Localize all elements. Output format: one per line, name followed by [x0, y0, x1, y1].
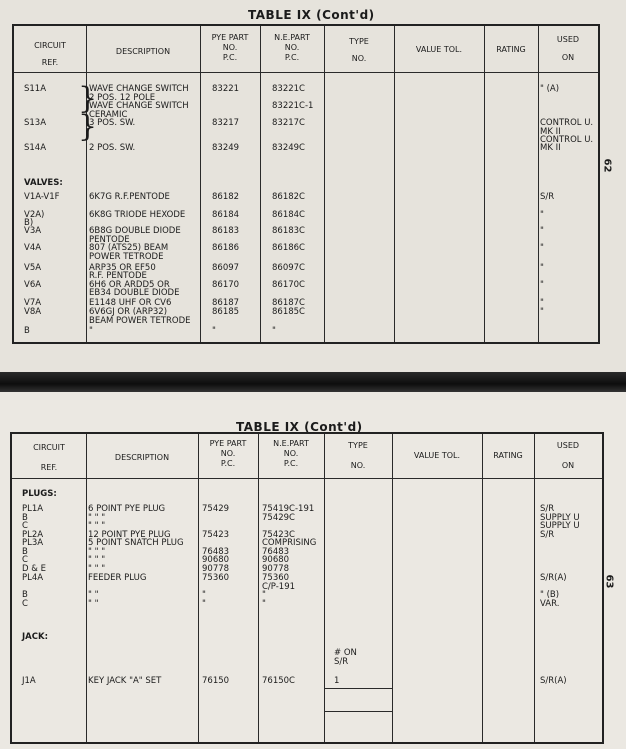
cell-ne: 83249C	[272, 143, 305, 153]
cell-pye: 83221	[212, 84, 240, 94]
cell-ne: "	[262, 590, 266, 600]
cell-used: S/R(A)	[540, 676, 567, 686]
cell-used: "	[540, 263, 544, 273]
cell-type: S/R	[334, 657, 349, 667]
cell-ne: 75423C	[262, 530, 295, 540]
cell-desc: KEY JACK "A" SET	[88, 676, 162, 686]
cell-ref: C	[22, 555, 28, 565]
type-note-box	[324, 688, 392, 712]
header-used-on: ON	[561, 461, 575, 470]
cell-pye: 90778	[202, 564, 230, 574]
header-used: USED	[556, 35, 580, 44]
header-pye-no: NO.	[220, 449, 236, 458]
cell-ne: 90680	[262, 555, 290, 565]
cell-desc: R.F. PENTODE	[89, 271, 147, 281]
table-title: TABLE IX (Cont'd)	[236, 420, 363, 434]
page-number: 62	[601, 158, 613, 173]
cell-pye: 75360	[202, 573, 230, 583]
cell-pye: 83249	[212, 143, 240, 153]
header-ne-no: NO.	[283, 449, 299, 458]
header-description: DESCRIPTION	[115, 47, 171, 56]
header-type: TYPE	[349, 37, 369, 46]
header-ne-part: N.E.PART	[274, 33, 310, 42]
cell-used: CONTROL U.	[540, 135, 594, 145]
cell-pye: 76483	[202, 547, 230, 557]
cell-ref: V1A-V1F	[24, 192, 60, 202]
header-pye-part: PYE PART	[211, 33, 249, 42]
cell-ref: B	[24, 326, 30, 336]
header-type-no: NO.	[351, 54, 367, 63]
cell-ref: V7A	[24, 298, 42, 308]
cell-ne: 75419C-191	[262, 504, 315, 514]
cell-ref: C	[22, 521, 28, 531]
page-63	[0, 392, 626, 749]
header-rating: RATING	[493, 451, 523, 460]
cell-desc: BEAM POWER TETRODE	[89, 316, 191, 326]
cell-ref: JACK:	[22, 632, 48, 642]
cell-used: MK II	[540, 143, 561, 153]
cell-ref: V5A	[24, 263, 42, 273]
cell-desc: CERAMIC	[89, 110, 128, 120]
cell-used: " (A)	[540, 84, 560, 94]
cell-pye: 76150	[202, 676, 230, 686]
cell-used: "	[540, 210, 544, 220]
page-62	[0, 0, 626, 372]
cell-pye: "	[212, 326, 216, 336]
cell-ne: 86184C	[272, 210, 305, 220]
header-pye-pc: P.C.	[220, 459, 236, 468]
cell-ne: 86182C	[272, 192, 305, 202]
cell-desc: 12 POINT PYE PLUG	[88, 530, 171, 540]
cell-pye: 86183	[212, 226, 240, 236]
cell-used: "	[540, 298, 544, 308]
cell-used: CONTROL U.	[540, 118, 594, 128]
cell-ne: 75360	[262, 573, 290, 583]
cell-ne: 90778	[262, 564, 290, 574]
cell-pye: 75423	[202, 530, 230, 540]
cell-type: 1	[334, 676, 340, 686]
cell-ne: COMPRISING	[262, 538, 317, 548]
cell-pye: 90680	[202, 555, 230, 565]
cell-ref: S13A	[24, 118, 47, 128]
cell-desc: WAVE CHANGE SWITCH	[89, 101, 189, 111]
cell-ne: 83221C	[272, 84, 305, 94]
cell-desc: " " "	[88, 564, 106, 574]
header-circuit: CIRCUIT	[33, 443, 65, 452]
cell-ne: "	[272, 326, 276, 336]
header-value-tol: VALUE TOL.	[415, 45, 463, 54]
cell-desc: 6H6 OR ARDD5 OR	[89, 280, 170, 290]
cell-ref: VALVES:	[24, 178, 63, 188]
cell-type: # ON	[334, 648, 357, 658]
header-pye-pc: P.C.	[222, 53, 238, 62]
header-pye-no: NO.	[222, 43, 238, 52]
cell-desc: "	[89, 326, 93, 336]
cell-ref: V2A)	[24, 210, 45, 220]
cell-desc: 6V6GJ OR (ARP32)	[89, 307, 168, 317]
cell-ref: PL2A	[22, 530, 44, 540]
cell-pye: 83217	[212, 118, 240, 128]
cell-ref: B	[22, 513, 28, 523]
header-ne-no: NO.	[284, 43, 300, 52]
cell-desc: " " "	[88, 513, 106, 523]
cell-ne: 83221C-1	[272, 101, 314, 111]
cell-pye: 86185	[212, 307, 240, 317]
header-circuit: CIRCUIT	[34, 41, 66, 50]
header-ne-part: N.E.PART	[273, 439, 309, 448]
cell-ref: C	[22, 599, 28, 609]
cell-pye: "	[202, 599, 206, 609]
header-rating: RATING	[496, 45, 526, 54]
cell-used: S/R(A)	[540, 573, 567, 583]
cell-ref: S11A	[24, 84, 47, 94]
cell-used: SUPPLY U	[540, 513, 580, 523]
header-ref: REF.	[41, 58, 59, 67]
cell-pye: 86097	[212, 263, 240, 273]
cell-desc: E1148 UHF OR CV6	[89, 298, 172, 308]
cell-desc: WAVE CHANGE SWITCH	[89, 84, 189, 94]
cell-ref: PL3A	[22, 538, 44, 548]
cell-desc: 6B8G DOUBLE DIODE	[89, 226, 181, 236]
header-description: DESCRIPTION	[114, 453, 170, 462]
cell-desc: 807 (ATS25) BEAM	[89, 243, 169, 253]
brace-glyph: }	[78, 81, 98, 116]
cell-ref: PL1A	[22, 504, 44, 514]
cell-pye: 86186	[212, 243, 240, 253]
header-ne-pc: P.C.	[284, 53, 300, 62]
header-used-on: ON	[561, 53, 575, 62]
cell-pye: 86187	[212, 298, 240, 308]
header-ref: REF.	[40, 463, 58, 472]
brace-glyph: }	[78, 109, 98, 144]
cell-used: S/R	[540, 504, 555, 514]
cell-desc: PENTODE	[89, 235, 130, 245]
cell-ref: V6A	[24, 280, 42, 290]
cell-ref: B	[22, 547, 28, 557]
cell-desc: 2 POS. SW.	[89, 143, 136, 153]
parts-table	[10, 432, 604, 744]
cell-ne: 86183C	[272, 226, 305, 236]
cell-used: " (B)	[540, 590, 560, 600]
header-pye-part: PYE PART	[209, 439, 247, 448]
cell-used: SUPPLY U	[540, 521, 580, 531]
cell-ref: PLUGS:	[22, 489, 57, 499]
cell-desc: " "	[88, 590, 99, 600]
cell-ref: J1A	[22, 676, 36, 686]
cell-ref: B)	[24, 218, 34, 228]
header-type: TYPE	[348, 441, 368, 450]
cell-ne: 86185C	[272, 307, 305, 317]
cell-ref: S14A	[24, 143, 47, 153]
cell-ne: 86186C	[272, 243, 305, 253]
cell-desc: ARP35 OR EF50	[89, 263, 156, 273]
cell-pye: 86184	[212, 210, 240, 220]
cell-desc: 2 POS. 12 POLE	[89, 93, 156, 103]
cell-ne: 76150C	[262, 676, 295, 686]
cell-pye: 75429	[202, 504, 230, 514]
cell-ne: 86170C	[272, 280, 305, 290]
cell-desc: 6 POINT PYE PLUG	[88, 504, 166, 514]
cell-ne: 86187C	[272, 298, 305, 308]
page-number: 63	[603, 574, 615, 589]
cell-desc: 6K8G TRIODE HEXODE	[89, 210, 186, 220]
cell-pye: 86182	[212, 192, 240, 202]
cell-desc: EB34 DOUBLE DIODE	[89, 288, 180, 298]
cell-ne: 86097C	[272, 263, 305, 273]
cell-ne: C/P-191	[262, 582, 296, 592]
cell-ref: V8A	[24, 307, 42, 317]
cell-desc: " " "	[88, 521, 106, 531]
cell-used: "	[540, 243, 544, 253]
cell-desc: " "	[88, 599, 99, 609]
table-title: TABLE IX (Cont'd)	[248, 8, 375, 22]
header-value-tol: VALUE TOL.	[413, 451, 461, 460]
cell-used: S/R	[540, 192, 555, 202]
cell-ref: D & E	[22, 564, 46, 574]
cell-used: MK II	[540, 127, 561, 137]
cell-ref: PL4A	[22, 573, 44, 583]
cell-pye: "	[202, 590, 206, 600]
page-gap	[0, 372, 626, 392]
header-type-no: NO.	[350, 461, 366, 470]
cell-used: "	[540, 226, 544, 236]
cell-desc: " " "	[88, 547, 106, 557]
cell-desc: FEEDER PLUG	[88, 573, 147, 583]
cell-ne: 76483	[262, 547, 290, 557]
cell-used: "	[540, 307, 544, 317]
cell-used: "	[540, 280, 544, 290]
cell-ref: V4A	[24, 243, 42, 253]
cell-desc: 3 POS. SW.	[89, 118, 136, 128]
cell-used: S/R	[540, 530, 555, 540]
header-ne-pc: P.C.	[283, 459, 299, 468]
cell-desc: 5 POINT SNATCH PLUG	[88, 538, 184, 548]
cell-ne: 75429C	[262, 513, 295, 523]
cell-ne: "	[262, 599, 266, 609]
cell-desc: POWER TETRODE	[89, 252, 164, 262]
cell-used: VAR.	[540, 599, 560, 609]
cell-ne: 83217C	[272, 118, 305, 128]
cell-desc: 6K7G R.F.PENTODE	[89, 192, 170, 202]
cell-pye: 86170	[212, 280, 240, 290]
cell-ref: B	[22, 590, 28, 600]
cell-ref: V3A	[24, 226, 42, 236]
cell-desc: " " "	[88, 555, 106, 565]
header-used: USED	[556, 441, 580, 450]
